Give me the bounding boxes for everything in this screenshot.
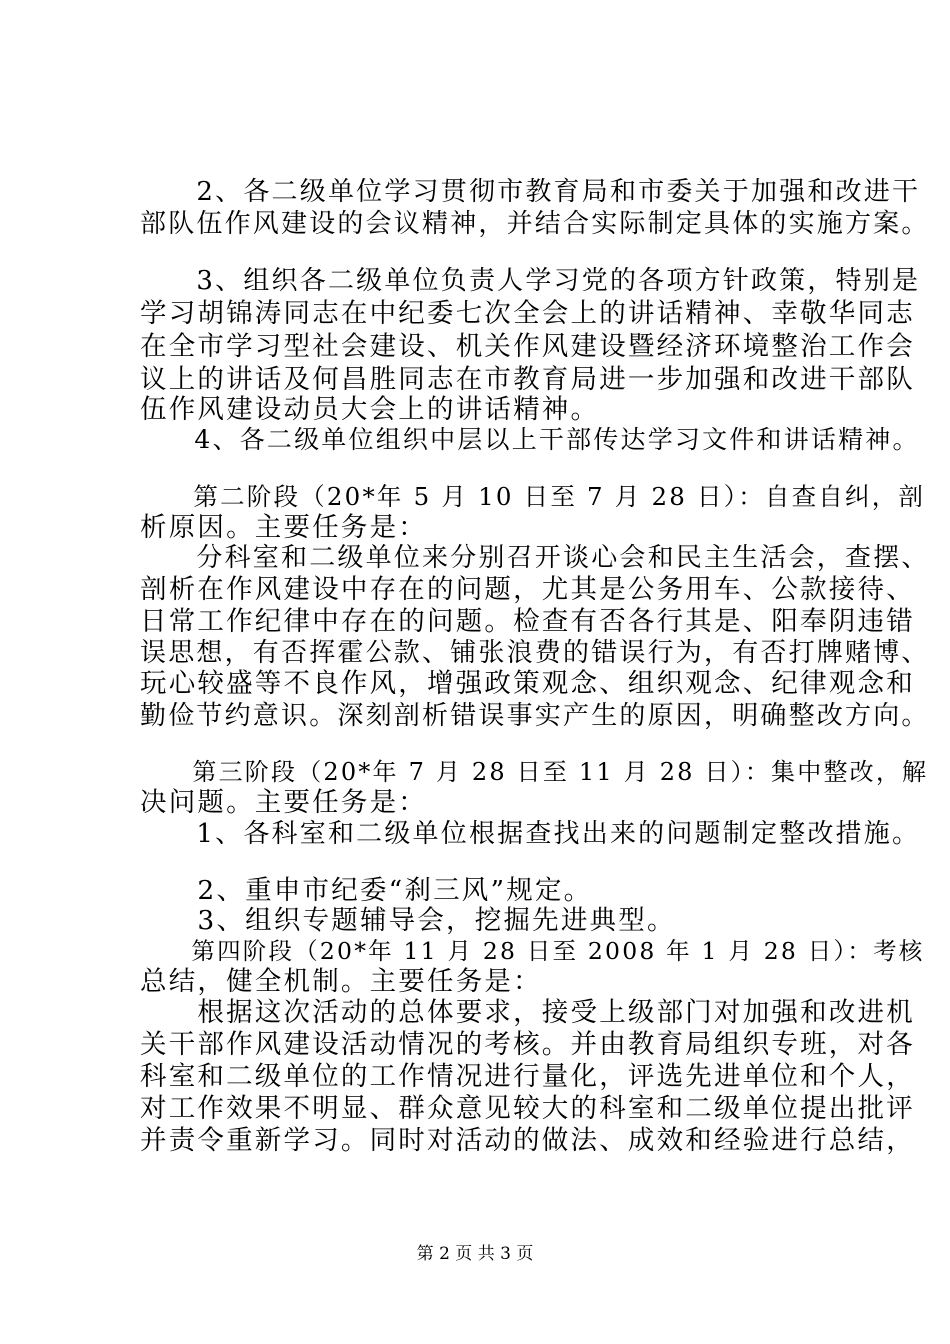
text-line: 3、组织各二级单位负责人学习党的各项方针政策，特别是: [140, 266, 921, 296]
text-line: 3、组织专题辅导会，挖掘先进典型。: [140, 905, 676, 936]
text-line: 议上的讲话及何昌胜同志在市教育局进一步加强和改进干部队: [140, 364, 915, 395]
text-line: 对工作效果不明显、群众意见较大的科室和二级单位提出批评: [140, 1093, 915, 1124]
text-line: 第四阶段（20*年 11 月 28 日至 2008 年 1 月 28 日）：考核: [140, 937, 925, 965]
text-line: 总结，健全机制。主要任务是：: [140, 966, 542, 997]
text-line: 关干部作风建设活动情况的考核。并由教育局组织专班，对各: [140, 1029, 915, 1060]
text-line: 玩心较盛等不良作风，增强政策观念、组织观念、纪律观念和: [140, 668, 915, 699]
text-line: 分科室和二级单位来分别召开谈心会和民主生活会，查摆、: [140, 543, 930, 573]
text-line: 学习胡锦涛同志在中纪委七次全会上的讲话精神、幸敬华同志: [140, 298, 915, 329]
text-line: 伍作风建设动员大会上的讲话精神。: [140, 394, 600, 425]
text-line: 科室和二级单位的工作情况进行量化，评选先进单位和个人，: [140, 1061, 915, 1092]
text-line: 决问题。主要任务是：: [140, 787, 427, 818]
text-line: 2、各二级单位学习贯彻市教育局和市委关于加强和改进干: [140, 177, 921, 207]
text-line: 根据这次活动的总体要求，接受上级部门对加强和改进机: [140, 997, 915, 1028]
text-line: 1、各科室和二级单位根据查找出来的问题制定整改措施。: [140, 819, 921, 849]
text-line: 勤俭节约意识。深刻剖析错误事实产生的原因，明确整改方向。: [140, 701, 930, 731]
text-line: 第二阶段（20*年 5 月 10 日至 7 月 28 日）：自查自纠，剖: [140, 482, 926, 511]
text-line: 剖析在作风建设中存在的问题，尤其是公务用车、公款接待、: [140, 574, 915, 605]
text-line: 第三阶段（20*年 7 月 28 日至 11 月 28 日）：集中整改，解: [140, 758, 929, 786]
text-line: 部队伍作风建设的会议精神，并结合实际制定具体的实施方案。: [140, 209, 930, 239]
text-line: 2、重申市纪委“刹三风”规定。: [140, 875, 593, 906]
text-line: 4、各二级单位组织中层以上干部传达学习文件和讲话精神。: [140, 425, 920, 454]
page-number-footer: 第 2 页 共 3 页: [416, 1244, 534, 1264]
text-line: 日常工作纪律中存在的问题。检查有否各行其是、阳奉阴违错: [140, 606, 915, 637]
text-line: 析原因。主要任务是：: [140, 512, 427, 543]
text-line: 误思想，有否挥霍公款、铺张浪费的错误行为，有否打牌赌博、: [140, 638, 930, 668]
text-line: 并责令重新学习。同时对活动的做法、成效和经验进行总结，: [140, 1125, 915, 1156]
text-line: 在全市学习型社会建设、机关作风建设暨经济环境整治工作会: [140, 331, 915, 362]
